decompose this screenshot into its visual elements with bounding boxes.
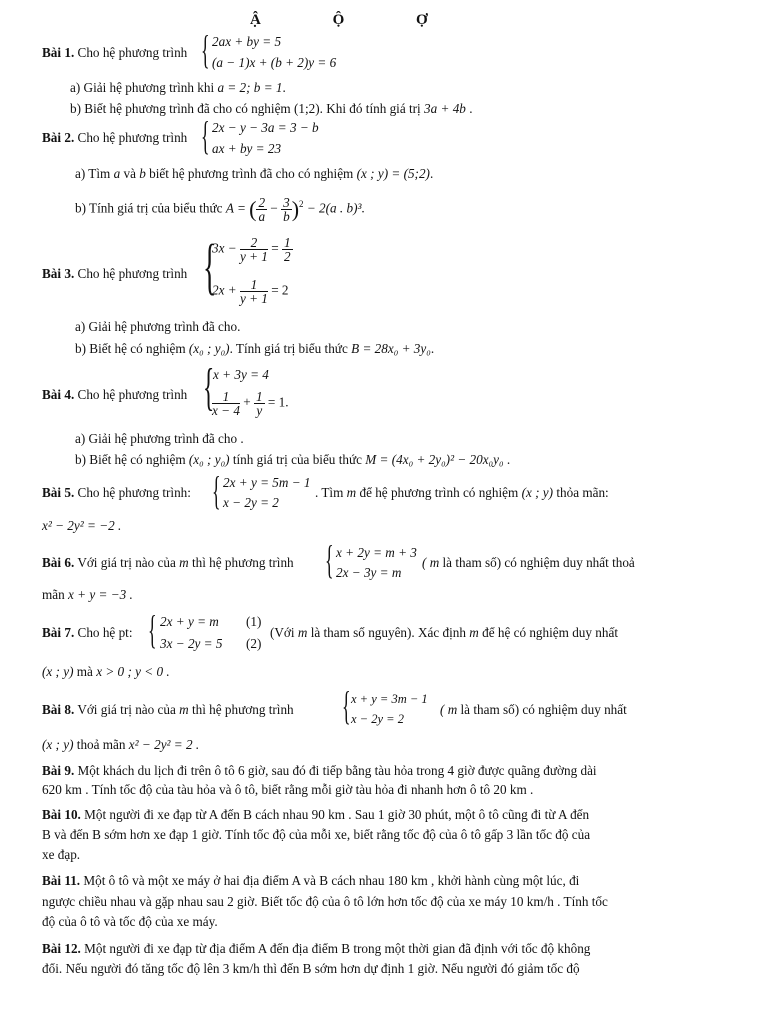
var-m: m bbox=[469, 625, 479, 640]
problem-3-label: Bài 3. bbox=[42, 266, 75, 281]
var-m-paren: ( m bbox=[422, 555, 440, 570]
problem-3-heading bbox=[42, 266, 187, 282]
problem-6-condition: x + y = −3 . bbox=[68, 587, 133, 602]
problem-4-part-b-text: b) Biết hệ có nghiệm bbox=[75, 452, 186, 467]
problem-5-condition: x² − 2y² = −2 . bbox=[42, 518, 122, 533]
frac-num: 3 bbox=[283, 194, 290, 210]
problem-2-part-a-tail: biết hệ phương trình đã cho có nghiệm bbox=[149, 166, 354, 181]
eq-prefix: 2x + bbox=[212, 282, 237, 298]
frac-den: 2 bbox=[283, 249, 291, 264]
problem-7-condition: x > 0 ; y < 0 . bbox=[96, 664, 170, 679]
problem-2-part-a-text: a) Tìm bbox=[75, 166, 111, 181]
problem-7-line2-mid: mà bbox=[76, 664, 93, 679]
problem-4-label: Bài 4. bbox=[42, 387, 75, 402]
fraction-3-over-b bbox=[281, 196, 292, 223]
fraction bbox=[282, 236, 293, 263]
problem-9-label: Bài 9. bbox=[42, 763, 75, 778]
system-1-eq2: (a − 1)x + (b + 2)y = 6 bbox=[212, 55, 337, 70]
problem-11-label: Bài 11. bbox=[42, 873, 81, 888]
problem-8-label: Bài 8. bbox=[42, 702, 75, 717]
frac-num: 2 bbox=[258, 194, 266, 210]
frac-den: y bbox=[256, 403, 263, 418]
frac-num: 1 bbox=[212, 390, 240, 404]
fraction bbox=[212, 390, 240, 417]
problem-1-label: Bài 1. bbox=[42, 45, 75, 60]
problem-8-solution: (x ; y) bbox=[42, 737, 74, 752]
problem-1-part-a: a) Giải hệ phương trình khi a = 2; b = 1. bbox=[70, 80, 286, 95]
system-8-eq1: x + y = 3m − 1 bbox=[351, 692, 428, 706]
problem-2-part-a: a) Tìm a và b biết hệ phương trình đã cho có nghiệm (x ; y) = (5;2). bbox=[75, 166, 434, 181]
problem-2-label: Bài 2. bbox=[42, 130, 75, 145]
var-m: m bbox=[179, 555, 189, 570]
problem-1-heading bbox=[42, 45, 187, 61]
problem-10-text1: Một người đi xe đạp từ A đến B cách nhau 90 km . Sau 1 giờ 30 phút, một ô tô cũng đi từ A đến bbox=[84, 807, 590, 822]
problem-5-heading bbox=[42, 485, 191, 501]
problem-11-line2: ngược chiều nhau và gặp nhau sau 2 giờ. Biết tốc độ của ô tô lớn hơn tốc độ của xe máy 10 km/h . Tính tốc bbox=[42, 894, 608, 909]
system-6-eq1: x + 2y = m + 3 bbox=[336, 545, 417, 560]
frac-den: y + 1 bbox=[239, 249, 268, 264]
page-title: Ậ Ộ Ợ bbox=[250, 12, 462, 28]
problem-4-part-b-tail: tính giá trị của biểu thức bbox=[232, 452, 362, 467]
var-a: a bbox=[113, 166, 121, 181]
brace-3: { bbox=[203, 233, 217, 301]
var-m: m bbox=[179, 702, 189, 717]
problem-5-tail-text3: thỏa mãn: bbox=[556, 485, 609, 500]
problem-3-part-b: b) Biết hệ có nghiệm (x₀ ; y₀). Tính giá trị biểu thức B = 28x₀ + 3y₀. bbox=[75, 341, 435, 356]
problem-5-tail bbox=[315, 485, 609, 501]
problem-7-intro: Cho hệ pt: bbox=[77, 625, 133, 640]
frac-num: 1 bbox=[255, 389, 263, 404]
problem-1-part-a-text: a) Giải hệ phương trình khi bbox=[70, 80, 215, 95]
problem-7-tail-text3: để hệ có nghiệm duy nhất bbox=[482, 625, 618, 640]
problem-4-part-b-math: (x₀ ; y₀) bbox=[188, 452, 230, 467]
system-3-eq2 bbox=[212, 278, 289, 305]
problem-4-intro: Cho hệ phương trình bbox=[77, 387, 188, 402]
problem-4-part-b-expr: M = (4x₀ + 2y₀)² − 20x₀y₀ bbox=[365, 452, 504, 467]
frac-den: y + 1 bbox=[239, 291, 268, 306]
problem-7-solution: (x ; y) bbox=[42, 664, 74, 679]
problem-7-tail-text2: là tham số nguyên). Xác định bbox=[310, 625, 466, 640]
frac-num: 1 bbox=[283, 235, 291, 250]
problem-11-line1 bbox=[42, 873, 579, 889]
eq-suffix: = 2 bbox=[271, 282, 289, 298]
var-m-paren: ( m bbox=[440, 702, 458, 717]
eq-prefix: 3x − bbox=[212, 240, 237, 256]
problem-8-intro: Với giá trị nào của bbox=[77, 702, 176, 717]
problem-1-intro: Cho hệ phương trình bbox=[77, 45, 188, 60]
problem-8-line2 bbox=[42, 737, 199, 753]
problem-8-tail-text: là tham số) có nghiệm duy nhất bbox=[460, 702, 627, 717]
problem-1-part-b-math: 3a + 4b bbox=[424, 101, 466, 116]
problem-2-part-b-text: b) Tính giá trị của biểu thức bbox=[75, 200, 223, 216]
problem-6-heading bbox=[42, 555, 294, 571]
problem-10-line2: B và đến B sớm hơn xe đạp 1 giờ. Tính tốc độ của mỗi xe, biết rằng tốc độ của ô tô gấp 3 lần tốc độ của bbox=[42, 827, 591, 842]
brace-6: { bbox=[325, 537, 334, 582]
problem-5-intro: Cho hệ phương trình: bbox=[77, 485, 191, 500]
problem-2-intro: Cho hệ phương trình bbox=[77, 130, 188, 145]
system-5-eq2: x − 2y = 2 bbox=[223, 495, 279, 510]
frac-num: 1 bbox=[240, 278, 268, 292]
problem-4-part-a: a) Giải hệ phương trình đã cho . bbox=[75, 431, 244, 446]
system-4-eq2: $\frac{1}{x - 4}$ + $\frac{1}{y}$ = 1. bbox=[212, 389, 289, 418]
equals: = bbox=[271, 240, 279, 256]
problem-8-intro2: thì hệ phương trình bbox=[191, 702, 294, 717]
brace-1: { bbox=[201, 27, 210, 72]
problem-3-part-b-tail: . Tính giá trị biểu thức bbox=[229, 341, 348, 356]
problem-7-label: Bài 7. bbox=[42, 625, 75, 640]
problem-9-text1: Một khách du lịch đi trên ô tô 6 giờ, sau đó đi tiếp bằng tàu hỏa trong 4 giờ được quãng đường dài bbox=[77, 763, 597, 778]
problem-1-part-a-math: a = 2; b = 1 bbox=[217, 80, 283, 95]
problem-10-line3: xe đạp. bbox=[42, 847, 81, 862]
system-2-eq2: ax + by = 23 bbox=[212, 141, 282, 156]
problem-11-text1: Một ô tô và một xe máy ở hai địa điểm A và B cách nhau 180 km , khởi hành cùng một lúc, đi bbox=[83, 873, 580, 888]
frac-den: b bbox=[283, 208, 290, 224]
brace-5: { bbox=[212, 468, 221, 513]
problem-5-solution: (x ; y) bbox=[521, 485, 554, 500]
problem-4-heading bbox=[42, 387, 187, 403]
var-m: m bbox=[346, 485, 357, 500]
problem-9-line2: 620 km . Tính tốc độ của tàu hỏa và ô tô, biết rằng mỗi giờ tàu hỏa đi nhanh hơn ô tô 20 km . bbox=[42, 782, 534, 797]
brace-8: { bbox=[342, 683, 351, 728]
problem-4-part-b: b) Biết hệ có nghiệm (x₀ ; y₀) tính giá trị của biểu thức M = (4x₀ + 2y₀)² − 20x₀y₀ . bbox=[75, 452, 511, 467]
system-4-eq1: x + 3y = 4 bbox=[213, 367, 269, 382]
system-3-eq1 bbox=[212, 236, 293, 263]
problem-8-line2-mid: thoả mãn bbox=[76, 737, 126, 752]
problem-9-line1 bbox=[42, 763, 597, 779]
problem-12-label: Bài 12. bbox=[42, 941, 81, 956]
problem-12-line1 bbox=[42, 941, 590, 957]
problem-2-part-b-tail: − 2(a . b)³ bbox=[306, 200, 362, 216]
problem-5-tail-text2: để hệ phương trình có nghiệm bbox=[359, 485, 519, 500]
fraction bbox=[240, 278, 268, 305]
problem-5-label: Bài 5. bbox=[42, 485, 75, 500]
system-8-eq2: x − 2y = 2 bbox=[351, 712, 404, 726]
system-6-eq2: 2x − 3y = m bbox=[336, 565, 402, 580]
problem-6-tail bbox=[422, 555, 635, 571]
problem-2-part-a-math: (x ; y) = (5;2) bbox=[356, 166, 430, 181]
problem-3-part-b-expr: B = 28x₀ + 3y₀ bbox=[351, 341, 431, 356]
problem-5-tail-text: . Tìm bbox=[315, 485, 344, 500]
expr-A-lhs: A = bbox=[225, 200, 246, 216]
fraction bbox=[254, 390, 265, 417]
problem-1-part-b-text: b) Biết hệ phương trình đã cho có nghiệm bbox=[70, 101, 291, 116]
problem-11-line3: độ của ô tô và tốc độ của xe máy. bbox=[42, 914, 218, 929]
problem-7-tail-text: (Với bbox=[270, 625, 295, 640]
var-m: m bbox=[297, 625, 308, 640]
system-7-eq1-number: (1) bbox=[246, 614, 262, 629]
brace-7: { bbox=[148, 607, 157, 652]
problem-7-heading bbox=[42, 625, 133, 641]
var-b: b bbox=[139, 166, 146, 181]
problem-6-line2 bbox=[42, 587, 133, 603]
frac-den: a bbox=[258, 208, 266, 224]
fraction-2-over-a bbox=[256, 196, 267, 223]
problem-3-intro: Cho hệ phương trình bbox=[77, 266, 188, 281]
problem-7-tail bbox=[270, 625, 618, 641]
problem-8-tail bbox=[440, 702, 627, 718]
problem-6-label: Bài 6. bbox=[42, 555, 75, 570]
eq-suffix: = 1. bbox=[267, 394, 289, 410]
problem-2-part-a-mid: và bbox=[123, 166, 136, 181]
frac-num: 2 bbox=[240, 236, 268, 250]
brace-4: { bbox=[203, 359, 215, 416]
problem-2-heading bbox=[42, 130, 187, 146]
system-2-eq1: 2x − y − 3a = 3 − b bbox=[212, 120, 319, 135]
problem-7-line2 bbox=[42, 664, 170, 680]
system-5-eq1: 2x + y = 5m − 1 bbox=[223, 475, 311, 490]
problem-12-line2: đổi. Nếu người đó tăng tốc độ lên 3 km/h thì đến B sớm hơn dự định 1 giờ. Nếu người đó giảm tốc độ bbox=[42, 961, 580, 976]
problem-3-part-b-text: b) Biết hệ có nghiệm bbox=[75, 341, 186, 356]
problem-1-part-b: b) Biết hệ phương trình đã cho có nghiệm (1;2). Khi đó tính giá trị 3a + 4b . bbox=[70, 101, 473, 116]
problem-8-condition: x² − 2y² = 2 . bbox=[128, 737, 200, 752]
problem-10-label: Bài 10. bbox=[42, 807, 81, 822]
problem-3-part-b-math: (x₀ ; y₀) bbox=[188, 341, 230, 356]
system-1-eq1: 2ax + by = 5 bbox=[212, 34, 282, 49]
problem-10-line1 bbox=[42, 807, 589, 823]
problem-6-intro2: thì hệ phương trình bbox=[191, 555, 294, 570]
problem-6-line2-text: mãn bbox=[42, 587, 65, 602]
fraction bbox=[240, 236, 268, 263]
problem-2-part-b: b) Tính giá trị của biểu thức A = ( $\frac{2}{a}$ − $\frac{3}{b}$ )$^2$ − 2(a . b)³. bbox=[75, 194, 365, 224]
system-7-eq2: 3x − 2y = 5 bbox=[160, 636, 223, 651]
brace-2: { bbox=[201, 113, 210, 158]
frac-den: x − 4 bbox=[212, 403, 240, 418]
problem-1-part-b-tail: . Khi đó tính giá trị bbox=[319, 101, 421, 116]
problem-6-intro: Với giá trị nào của bbox=[77, 555, 176, 570]
problem-3-part-a: a) Giải hệ phương trình đã cho. bbox=[75, 319, 241, 334]
system-7-eq1: 2x + y = m bbox=[160, 614, 219, 629]
system-7-eq2-number: (2) bbox=[246, 636, 262, 651]
problem-1-part-b-solution: (1;2) bbox=[293, 101, 320, 116]
problem-8-heading bbox=[42, 702, 294, 718]
problem-6-tail-text: là tham số) có nghiệm duy nhất thoả bbox=[442, 555, 635, 570]
problem-12-text1: Một người đi xe đạp từ địa điểm A đến địa điểm B trong một thời gian đã định với tốc độ không bbox=[84, 941, 591, 956]
